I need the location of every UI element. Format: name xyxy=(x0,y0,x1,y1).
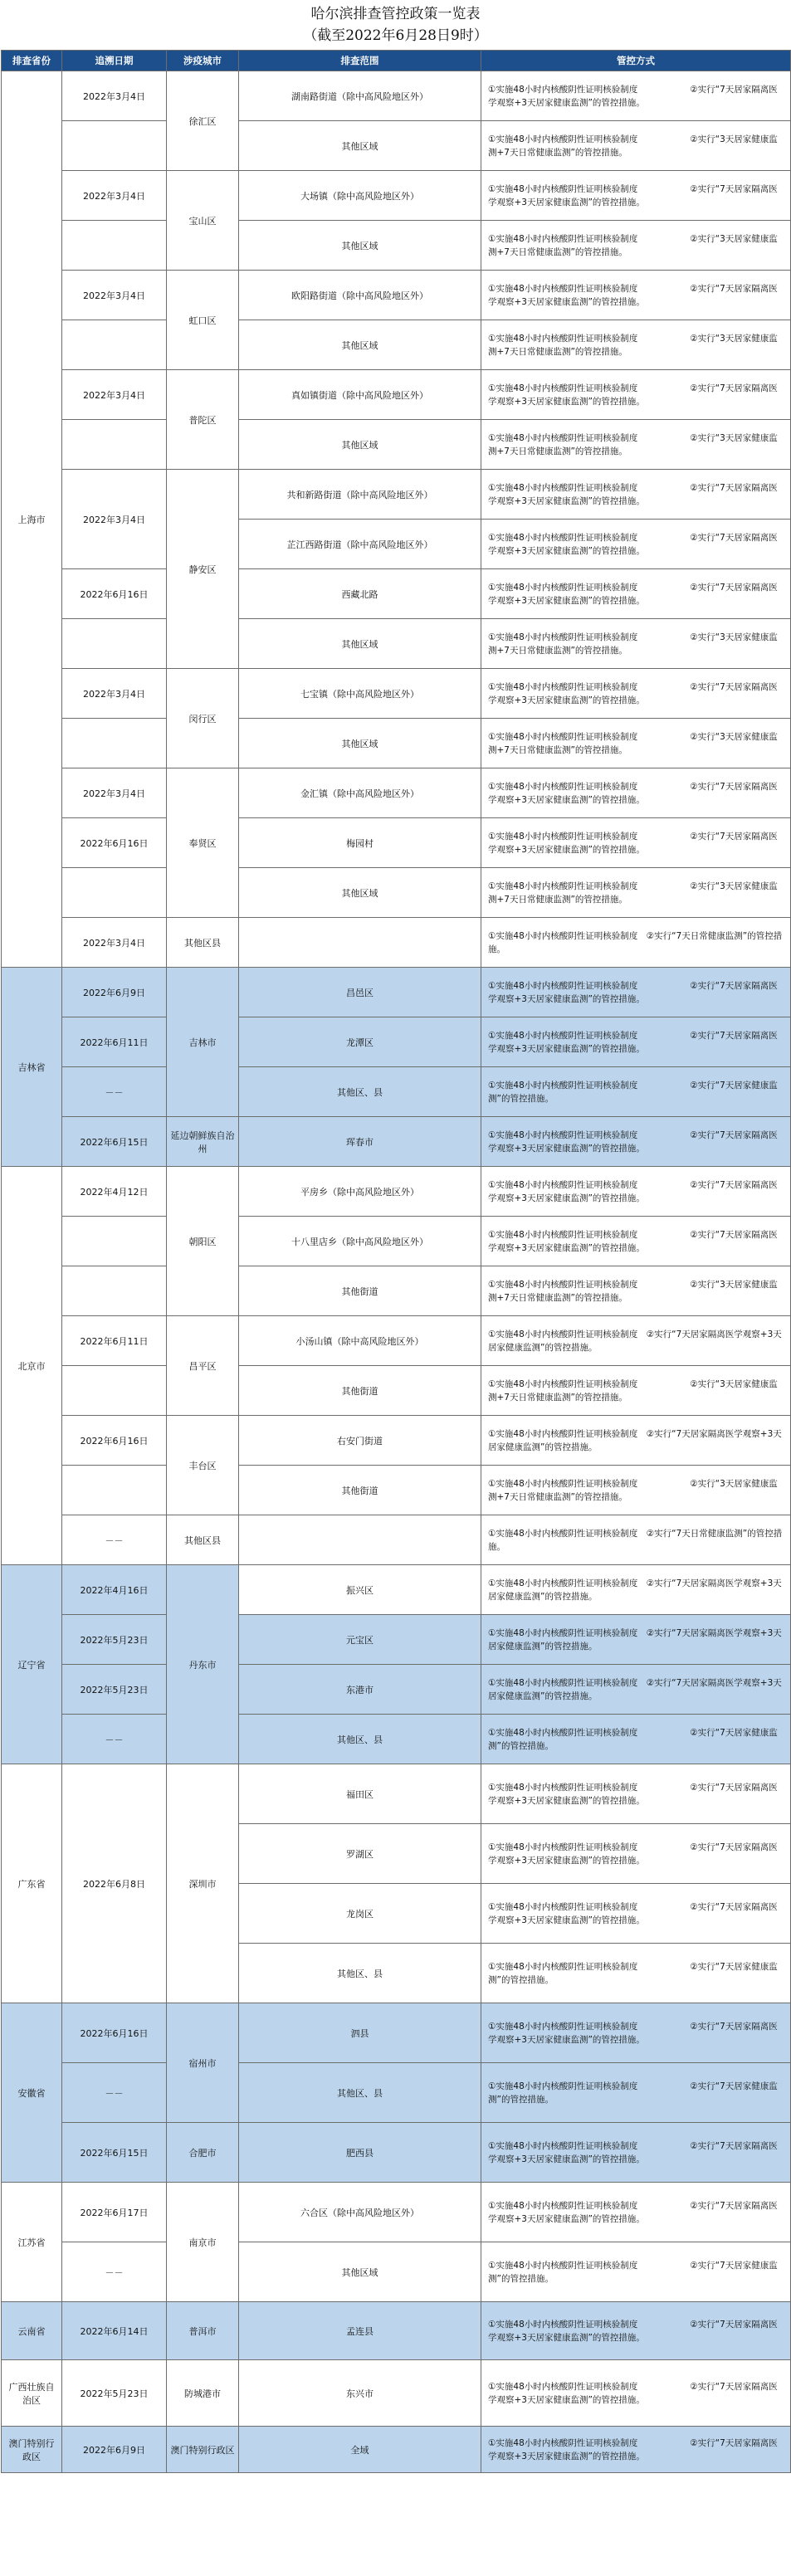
date-cell: 2022年6月9日 xyxy=(62,2427,167,2473)
policy-cell: ①实施48小时内核酸阴性证明核验制度 ②实行“7天居家隔离医学观察+3天居家健康监测”的管控措施。 xyxy=(481,768,791,818)
policy-cell: ①实施48小时内核酸阴性证明核验制度 ②实行“7天居家隔离医学观察+3天居家健康监测”的管控措施。 xyxy=(481,171,791,221)
date-cell: 2022年3月4日 xyxy=(62,71,167,121)
policy-cell: ①实施48小时内核酸阴性证明核验制度 ②实行“7天居家健康监测”的管控措施。 xyxy=(481,1067,791,1117)
city-cell: 吉林市 xyxy=(167,968,239,1117)
table-row xyxy=(2,1167,791,1217)
policy-cell: ①实施48小时内核酸阴性证明核验制度 ②实行“7天居家隔离医学观察+3天居家健康监测”的管控措施。 xyxy=(481,1824,791,1884)
col-city: 涉疫城市 xyxy=(167,51,239,71)
city-cell: 深圳市 xyxy=(167,1764,239,2003)
scope-cell: 梅园村 xyxy=(239,818,481,868)
scope-cell: 福田区 xyxy=(239,1764,481,1824)
policy-cell: ①实施48小时内核酸阴性证明核验制度 ②实行“7天居家隔离医学观察+3天居家健康监测”的管控措施。 xyxy=(481,1416,791,1466)
city-cell: 昌平区 xyxy=(167,1316,239,1416)
province-cell: 云南省 xyxy=(2,2302,62,2360)
policy-cell: ①实施48小时内核酸阴性证明核验制度 ②实行“7天日常健康监测”的管控措施。 xyxy=(481,918,791,968)
city-cell: 宝山区 xyxy=(167,171,239,271)
table-row xyxy=(2,221,791,271)
policy-cell: ①实施48小时内核酸阴性证明核验制度 ②实行“7天居家隔离医学观察+3天居家健康监测”的管控措施。 xyxy=(481,2360,791,2427)
scope-cell: 元宝区 xyxy=(239,1615,481,1665)
scope-cell: 其他区域 xyxy=(239,221,481,271)
scope-cell: 其他街道 xyxy=(239,1266,481,1316)
table-row xyxy=(2,271,791,320)
policy-cell: ①实施48小时内核酸阴性证明核验制度 ②实行“7天居家健康监测”的管控措施。 xyxy=(481,1715,791,1764)
policy-cell: ①实施48小时内核酸阴性证明核验制度 ②实行“3天居家健康监测+7天日常健康监测”的管控措施。 xyxy=(481,1466,791,1515)
scope-cell: 龙岗区 xyxy=(239,1884,481,1944)
scope-cell: 其他区、县 xyxy=(239,1715,481,1764)
policy-cell: ①实施48小时内核酸阴性证明核验制度 ②实行“3天居家健康监测+7天日常健康监测”的管控措施。 xyxy=(481,1266,791,1316)
table-row xyxy=(2,868,791,918)
policy-cell: ①实施48小时内核酸阴性证明核验制度 ②实行“7天居家隔离医学观察+3天居家健康监测”的管控措施。 xyxy=(481,2003,791,2063)
policy-cell: ①实施48小时内核酸阴性证明核验制度 ②实行“7天居家隔离医学观察+3天居家健康监测”的管控措施。 xyxy=(481,1764,791,1824)
policy-cell: ①实施48小时内核酸阴性证明核验制度 ②实行“7天居家健康监测”的管控措施。 xyxy=(481,2242,791,2302)
table-row xyxy=(2,1416,791,1466)
city-cell: 澳门特别行政区 xyxy=(167,2427,239,2473)
policy-cell: ①实施48小时内核酸阴性证明核验制度 ②实行“7天居家隔离医学观察+3天居家健康监测”的管控措施。 xyxy=(481,1565,791,1615)
scope-cell: 其他区域 xyxy=(239,420,481,470)
city-cell: 宿州市 xyxy=(167,2003,239,2123)
scope-cell: 小汤山镇（除中高风险地区外） xyxy=(239,1316,481,1366)
scope-cell: 共和新路街道（除中高风险地区外） xyxy=(239,470,481,520)
scope-cell: 其他区、县 xyxy=(239,1944,481,2003)
policy-cell: ①实施48小时内核酸阴性证明核验制度 ②实行“7天居家隔离医学观察+3天居家健康监测”的管控措施。 xyxy=(481,520,791,569)
policy-cell: ①实施48小时内核酸阴性证明核验制度 ②实行“7天居家隔离医学观察+3天居家健康监测”的管控措施。 xyxy=(481,669,791,719)
date-cell xyxy=(62,619,167,669)
date-cell: 2022年3月4日 xyxy=(62,271,167,320)
date-cell xyxy=(62,320,167,370)
table-row xyxy=(2,569,791,619)
policy-cell: ①实施48小时内核酸阴性证明核验制度 ②实行“7天居家隔离医学观察+3天居家健康监测”的管控措施。 xyxy=(481,1217,791,1266)
scope-cell xyxy=(239,1515,481,1565)
scope-cell: 肥西县 xyxy=(239,2123,481,2183)
table-row xyxy=(2,2183,791,2242)
scope-cell: 东港市 xyxy=(239,1665,481,1715)
city-cell: 延边朝鲜族自治州 xyxy=(167,1117,239,1167)
date-cell: 2022年5月23日 xyxy=(62,2360,167,2427)
city-cell: 南京市 xyxy=(167,2183,239,2302)
date-cell: 2022年3月4日 xyxy=(62,470,167,569)
date-cell: 2022年6月16日 xyxy=(62,1416,167,1466)
date-cell xyxy=(62,221,167,271)
date-cell: 2022年6月11日 xyxy=(62,1017,167,1067)
date-cell: －－ xyxy=(62,2063,167,2123)
col-province: 排查省份 xyxy=(2,51,62,71)
date-cell: －－ xyxy=(62,2242,167,2302)
city-cell: 普陀区 xyxy=(167,370,239,470)
policy-cell: ①实施48小时内核酸阴性证明核验制度 ②实行“3天居家健康监测+7天日常健康监测”的管控措施。 xyxy=(481,868,791,918)
scope-cell: 其他区域 xyxy=(239,619,481,669)
table-row xyxy=(2,1217,791,1266)
table-row xyxy=(2,818,791,868)
scope-cell: 其他区域 xyxy=(239,719,481,768)
table-row xyxy=(2,2360,791,2427)
date-cell: 2022年6月17日 xyxy=(62,2183,167,2242)
date-cell: 2022年6月8日 xyxy=(62,1764,167,2003)
table-row xyxy=(2,1067,791,1117)
date-cell: 2022年6月9日 xyxy=(62,968,167,1017)
date-cell: 2022年5月23日 xyxy=(62,1615,167,1665)
scope-cell: 真如镇街道（除中高风险地区外） xyxy=(239,370,481,420)
scope-cell: 平房乡（除中高风险地区外） xyxy=(239,1167,481,1217)
scope-cell: 东兴市 xyxy=(239,2360,481,2427)
table-row xyxy=(2,968,791,1017)
policy-cell: ①实施48小时内核酸阴性证明核验制度 ②实行“7天居家隔离医学观察+3天居家健康监测”的管控措施。 xyxy=(481,818,791,868)
table-row xyxy=(2,768,791,818)
table-row xyxy=(2,1366,791,1416)
scope-cell: 右安门街道 xyxy=(239,1416,481,1466)
table-row xyxy=(2,370,791,420)
city-cell: 丰台区 xyxy=(167,1416,239,1515)
date-cell xyxy=(62,1217,167,1266)
policy-cell: ①实施48小时内核酸阴性证明核验制度 ②实行“7天居家隔离医学观察+3天居家健康监测”的管控措施。 xyxy=(481,968,791,1017)
table-row xyxy=(2,1266,791,1316)
province-cell: 吉林省 xyxy=(2,968,62,1167)
date-cell xyxy=(62,121,167,171)
scope-cell: 其他区、县 xyxy=(239,1067,481,1117)
table-row xyxy=(2,2123,791,2183)
table-header-row xyxy=(2,51,791,71)
province-cell: 广西壮族自治区 xyxy=(2,2360,62,2427)
scope-cell: 泗县 xyxy=(239,2003,481,2063)
scope-cell: 其他街道 xyxy=(239,1466,481,1515)
table-row xyxy=(2,121,791,171)
policy-cell: ①实施48小时内核酸阴性证明核验制度 ②实行“7天居家隔离医学观察+3天居家健康监测”的管控措施。 xyxy=(481,1117,791,1167)
scope-cell: 孟连县 xyxy=(239,2302,481,2360)
scope-cell: 其他区域 xyxy=(239,320,481,370)
date-cell xyxy=(62,719,167,768)
date-cell: 2022年3月4日 xyxy=(62,370,167,420)
date-cell: 2022年3月4日 xyxy=(62,171,167,221)
table-row xyxy=(2,2003,791,2063)
table-row xyxy=(2,1117,791,1167)
col-scope: 排查范围 xyxy=(239,51,481,71)
scope-cell: 西藏北路 xyxy=(239,569,481,619)
policy-cell: ①实施48小时内核酸阴性证明核验制度 ②实行“3天居家健康监测+7天日常健康监测”的管控措施。 xyxy=(481,420,791,470)
scope-cell xyxy=(239,918,481,968)
policy-cell: ①实施48小时内核酸阴性证明核验制度 ②实行“7天居家隔离医学观察+3天居家健康监测”的管控措施。 xyxy=(481,1665,791,1715)
table-row xyxy=(2,1565,791,1615)
date-cell: －－ xyxy=(62,1515,167,1565)
city-cell: 丹东市 xyxy=(167,1565,239,1764)
date-cell: －－ xyxy=(62,1715,167,1764)
scope-cell: 龙潭区 xyxy=(239,1017,481,1067)
date-cell: 2022年6月15日 xyxy=(62,2123,167,2183)
table-row xyxy=(2,470,791,520)
date-cell xyxy=(62,420,167,470)
policy-cell: ①实施48小时内核酸阴性证明核验制度 ②实行“7天居家隔离医学观察+3天居家健康监测”的管控措施。 xyxy=(481,1316,791,1366)
scope-cell: 六合区（除中高风险地区外） xyxy=(239,2183,481,2242)
city-cell: 普洱市 xyxy=(167,2302,239,2360)
table-row xyxy=(2,2242,791,2302)
policy-cell: ①实施48小时内核酸阴性证明核验制度 ②实行“7天居家隔离医学观察+3天居家健康监测”的管控措施。 xyxy=(481,569,791,619)
date-cell: 2022年6月16日 xyxy=(62,818,167,868)
date-cell: 2022年3月4日 xyxy=(62,768,167,818)
scope-cell: 湖南路街道（除中高风险地区外） xyxy=(239,71,481,121)
province-cell: 上海市 xyxy=(2,71,62,968)
date-cell: 2022年4月16日 xyxy=(62,1565,167,1615)
date-cell: 2022年6月16日 xyxy=(62,569,167,619)
date-cell xyxy=(62,1366,167,1416)
policy-cell: ①实施48小时内核酸阴性证明核验制度 ②实行“3天居家健康监测+7天日常健康监测”的管控措施。 xyxy=(481,221,791,271)
policy-cell: ①实施48小时内核酸阴性证明核验制度 ②实行“7天居家隔离医学观察+3天居家健康监测”的管控措施。 xyxy=(481,1167,791,1217)
scope-cell: 欧阳路街道（除中高风险地区外） xyxy=(239,271,481,320)
city-cell: 闵行区 xyxy=(167,669,239,768)
policy-cell: ①实施48小时内核酸阴性证明核验制度 ②实行“7天居家隔离医学观察+3天居家健康监测”的管控措施。 xyxy=(481,1615,791,1665)
policy-cell: ①实施48小时内核酸阴性证明核验制度 ②实行“7天居家隔离医学观察+3天居家健康监测”的管控措施。 xyxy=(481,370,791,420)
policy-cell: ①实施48小时内核酸阴性证明核验制度 ②实行“7天居家隔离医学观察+3天居家健康监测”的管控措施。 xyxy=(481,2123,791,2183)
date-cell: 2022年6月15日 xyxy=(62,1117,167,1167)
scope-cell: 珲春市 xyxy=(239,1117,481,1167)
table-row xyxy=(2,2302,791,2360)
policy-cell: ①实施48小时内核酸阴性证明核验制度 ②实行“7天居家隔离医学观察+3天居家健康监测”的管控措施。 xyxy=(481,71,791,121)
date-cell: 2022年5月23日 xyxy=(62,1665,167,1715)
scope-cell: 十八里店乡（除中高风险地区外） xyxy=(239,1217,481,1266)
table-row xyxy=(2,1615,791,1665)
scope-cell: 其他区域 xyxy=(239,2242,481,2302)
table-row xyxy=(2,1316,791,1366)
policy-cell: ①实施48小时内核酸阴性证明核验制度 ②实行“7天居家隔离医学观察+3天居家健康监测”的管控措施。 xyxy=(481,2427,791,2473)
city-cell: 其他区县 xyxy=(167,1515,239,1565)
table-row xyxy=(2,918,791,968)
policy-cell: ①实施48小时内核酸阴性证明核验制度 ②实行“7天居家隔离医学观察+3天居家健康监测”的管控措施。 xyxy=(481,2183,791,2242)
city-cell: 徐汇区 xyxy=(167,71,239,171)
scope-cell: 振兴区 xyxy=(239,1565,481,1615)
city-cell: 合肥市 xyxy=(167,2123,239,2183)
date-cell: 2022年3月4日 xyxy=(62,669,167,719)
policy-cell: ①实施48小时内核酸阴性证明核验制度 ②实行“7天日常健康监测”的管控措施。 xyxy=(481,1515,791,1565)
scope-cell: 其他街道 xyxy=(239,1366,481,1416)
policy-cell: ①实施48小时内核酸阴性证明核验制度 ②实行“3天居家健康监测+7天日常健康监测”的管控措施。 xyxy=(481,619,791,669)
table-row xyxy=(2,669,791,719)
date-cell: 2022年3月4日 xyxy=(62,918,167,968)
scope-cell: 全域 xyxy=(239,2427,481,2473)
province-cell: 安徽省 xyxy=(2,2003,62,2183)
table-row xyxy=(2,1017,791,1067)
policy-cell: ①实施48小时内核酸阴性证明核验制度 ②实行“7天居家隔离医学观察+3天居家健康监测”的管控措施。 xyxy=(481,271,791,320)
table-row xyxy=(2,1466,791,1515)
province-cell: 北京市 xyxy=(2,1167,62,1565)
city-cell: 奉贤区 xyxy=(167,768,239,918)
table-row xyxy=(2,719,791,768)
page-title xyxy=(0,0,791,50)
city-cell: 朝阳区 xyxy=(167,1167,239,1316)
date-cell: 2022年6月14日 xyxy=(62,2302,167,2360)
table-row xyxy=(2,71,791,121)
table-row xyxy=(2,1764,791,1824)
policy-cell: ①实施48小时内核酸阴性证明核验制度 ②实行“7天居家健康监测”的管控措施。 xyxy=(481,2063,791,2123)
scope-cell: 大场镇（除中高风险地区外） xyxy=(239,171,481,221)
policy-cell: ①实施48小时内核酸阴性证明核验制度 ②实行“7天居家健康监测”的管控措施。 xyxy=(481,1944,791,2003)
province-cell: 江苏省 xyxy=(2,2183,62,2302)
table-row xyxy=(2,420,791,470)
scope-cell: 芷江西路街道（除中高风险地区外） xyxy=(239,520,481,569)
table-row xyxy=(2,619,791,669)
policy-cell: ①实施48小时内核酸阴性证明核验制度 ②实行“3天居家健康监测+7天日常健康监测”的管控措施。 xyxy=(481,1366,791,1416)
date-cell xyxy=(62,1466,167,1515)
city-cell: 防城港市 xyxy=(167,2360,239,2427)
scope-cell: 其他区域 xyxy=(239,868,481,918)
policy-cell: ①实施48小时内核酸阴性证明核验制度 ②实行“3天居家健康监测+7天日常健康监测”的管控措施。 xyxy=(481,320,791,370)
col-policy: 管控方式 xyxy=(481,51,791,71)
scope-cell: 金汇镇（除中高风险地区外） xyxy=(239,768,481,818)
table-row xyxy=(2,1715,791,1764)
policy-table xyxy=(1,50,791,2473)
scope-cell: 七宝镇（除中高风险地区外） xyxy=(239,669,481,719)
table-row xyxy=(2,320,791,370)
scope-cell: 其他区、县 xyxy=(239,2063,481,2123)
province-cell: 辽宁省 xyxy=(2,1565,62,1764)
date-cell: －－ xyxy=(62,1067,167,1117)
province-cell: 广东省 xyxy=(2,1764,62,2003)
title-line-1: 哈尔滨排查管控政策一览表 xyxy=(310,6,481,22)
date-cell: 2022年6月16日 xyxy=(62,2003,167,2063)
table-row xyxy=(2,1665,791,1715)
policy-cell: ①实施48小时内核酸阴性证明核验制度 ②实行“7天居家隔离医学观察+3天居家健康监测”的管控措施。 xyxy=(481,2302,791,2360)
policy-cell: ①实施48小时内核酸阴性证明核验制度 ②实行“7天居家隔离医学观察+3天居家健康监测”的管控措施。 xyxy=(481,1017,791,1067)
date-cell xyxy=(62,1266,167,1316)
city-cell: 静安区 xyxy=(167,470,239,669)
scope-cell: 其他区域 xyxy=(239,121,481,171)
scope-cell: 罗湖区 xyxy=(239,1824,481,1884)
city-cell: 虹口区 xyxy=(167,271,239,370)
policy-cell: ①实施48小时内核酸阴性证明核验制度 ②实行“7天居家隔离医学观察+3天居家健康监测”的管控措施。 xyxy=(481,470,791,520)
policy-cell: ①实施48小时内核酸阴性证明核验制度 ②实行“3天居家健康监测+7天日常健康监测”的管控措施。 xyxy=(481,719,791,768)
table-row xyxy=(2,1515,791,1565)
scope-cell: 昌邑区 xyxy=(239,968,481,1017)
city-cell: 其他区县 xyxy=(167,918,239,968)
date-cell xyxy=(62,868,167,918)
date-cell: 2022年6月11日 xyxy=(62,1316,167,1366)
province-cell: 澳门特别行政区 xyxy=(2,2427,62,2473)
title-line-2: （截至2022年6月28日9时） xyxy=(303,27,488,44)
policy-cell: ①实施48小时内核酸阴性证明核验制度 ②实行“3天居家健康监测+7天日常健康监测”的管控措施。 xyxy=(481,121,791,171)
table-row xyxy=(2,2427,791,2473)
table-row xyxy=(2,2063,791,2123)
date-cell: 2022年4月12日 xyxy=(62,1167,167,1217)
table-row xyxy=(2,171,791,221)
col-date: 追溯日期 xyxy=(62,51,167,71)
policy-cell: ①实施48小时内核酸阴性证明核验制度 ②实行“7天居家隔离医学观察+3天居家健康监测”的管控措施。 xyxy=(481,1884,791,1944)
